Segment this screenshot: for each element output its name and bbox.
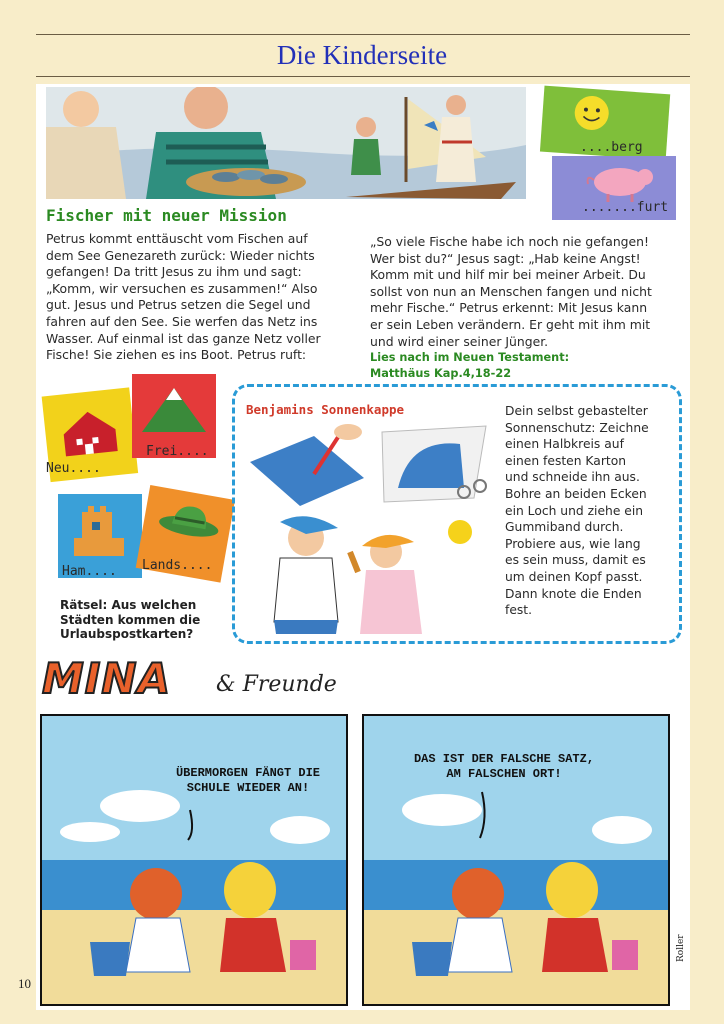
craft-line: Gummiband durch.	[505, 520, 624, 535]
pig-postcard-label: .......furt	[582, 200, 669, 215]
story-line: Komm mit und hilf mir bei meiner Arbeit. Du	[370, 267, 646, 283]
page-title: Die Kinderseite	[276, 40, 448, 70]
craft-illustration-kids	[246, 512, 498, 634]
craft-line: Sonnenschutz: Zeichne	[505, 420, 649, 435]
craft-line: ein Loch und ziehe ein	[505, 503, 644, 518]
fisher-illustration	[46, 87, 526, 199]
comic-speech-1-line: ÜBERMORGEN FÄNGT DIE	[175, 766, 321, 780]
story-line: Wasser. Auf einmal ist das ganze Netz voller	[46, 330, 321, 346]
story-line: und wird einer seiner Jünger.	[370, 333, 549, 349]
craft-line: Probiere aus, wie lang	[505, 536, 641, 551]
story-line: mehr Fische.“ Petrus erkennt: Mit Jesus kann	[370, 300, 648, 316]
comic-speech-2-line: AM FALSCHEN ORT!	[446, 767, 562, 781]
craft-line: fest.	[505, 603, 533, 618]
comic-speech-1-line: SCHULE WIEDER AN!	[186, 781, 310, 795]
hat-postcard-label: Lands....	[142, 558, 213, 573]
story-line: fahren auf den See. Sie werfen das Netz ins	[46, 313, 318, 329]
title-rule	[36, 76, 690, 77]
comic-speech-2	[394, 752, 614, 782]
story-column-2	[370, 234, 688, 350]
craft-line: Dein selbst gebastelter	[505, 404, 648, 418]
craft-line: Bohre an beiden Ecken	[505, 486, 647, 501]
riddle-question	[60, 598, 200, 642]
comic-speech-2-line: DAS IST DER FALSCHE SATZ,	[413, 752, 595, 766]
comic-logo-suffix: & Freunde	[216, 672, 337, 697]
story-line: gut. Jesus und Petrus setzen die Segel und	[46, 297, 311, 313]
comic-speech-1	[160, 766, 336, 796]
story-column-1	[46, 231, 364, 364]
house-postcard-label: Neu....	[46, 461, 101, 476]
comic-logo: MINA	[42, 654, 172, 703]
craft-line: Dann knote die Enden	[505, 586, 642, 601]
castle-postcard-label: Ham....	[62, 564, 117, 579]
comic-signature: Roller	[676, 934, 686, 962]
bible-reference	[370, 350, 569, 382]
comic-panel-1	[40, 714, 348, 1006]
craft-illustration-cutting	[244, 422, 374, 510]
story-title: Fischer mit neuer Mission	[46, 206, 287, 225]
mountain-postcard-label: Frei....	[146, 444, 209, 459]
story-line: gefangen! Da tritt Jesus zu ihm und sagt:	[46, 264, 302, 280]
story-line: dem See Genezareth zurück: Wieder nichts	[46, 247, 315, 263]
top-rule	[36, 34, 690, 35]
riddle-question-line: Städten kommen die	[60, 612, 201, 627]
craft-line: einen Halbkreis auf	[505, 437, 624, 452]
story-line: Wer bist du?“ Jesus sagt: „Hab keine Angst!	[370, 250, 641, 266]
craft-title: Benjamins Sonnenkappe	[246, 402, 405, 417]
story-line: „Komm, wir versuchen es zusammen!“ Also	[46, 280, 318, 296]
riddle-question-line: Urlaubspostkarten?	[60, 627, 194, 641]
riddle-question-line: Rätsel: Aus welchen	[60, 598, 197, 612]
page-number: 10	[18, 976, 31, 991]
craft-line: um deinen Kopf passt.	[505, 569, 643, 584]
story-line: sollst von nun an Menschen fangen und nicht	[370, 283, 652, 299]
story-line: Petrus kommt enttäuscht vom Fischen auf	[46, 231, 308, 246]
story-line: „So viele Fische habe ich noch nie gefangen!	[370, 234, 649, 249]
bible-reference-line: Matthäus Kap.4,18-22	[370, 367, 512, 380]
craft-line: einen festen Karton	[505, 453, 627, 468]
story-line: er sein Leben verändern. Er geht mit ihm mit	[370, 316, 651, 332]
craft-line: es sein muss, damit es	[505, 553, 646, 568]
sun-postcard-label: ....berg	[580, 140, 643, 155]
bible-reference-line: Lies nach im Neuen Testament:	[370, 351, 570, 364]
story-line: Fische! Sie ziehen es ins Boot. Petrus ruft:	[46, 347, 307, 363]
craft-illustration-scissors	[374, 418, 500, 510]
craft-instructions	[505, 403, 675, 619]
craft-line: und schneide ihn aus.	[505, 470, 640, 485]
